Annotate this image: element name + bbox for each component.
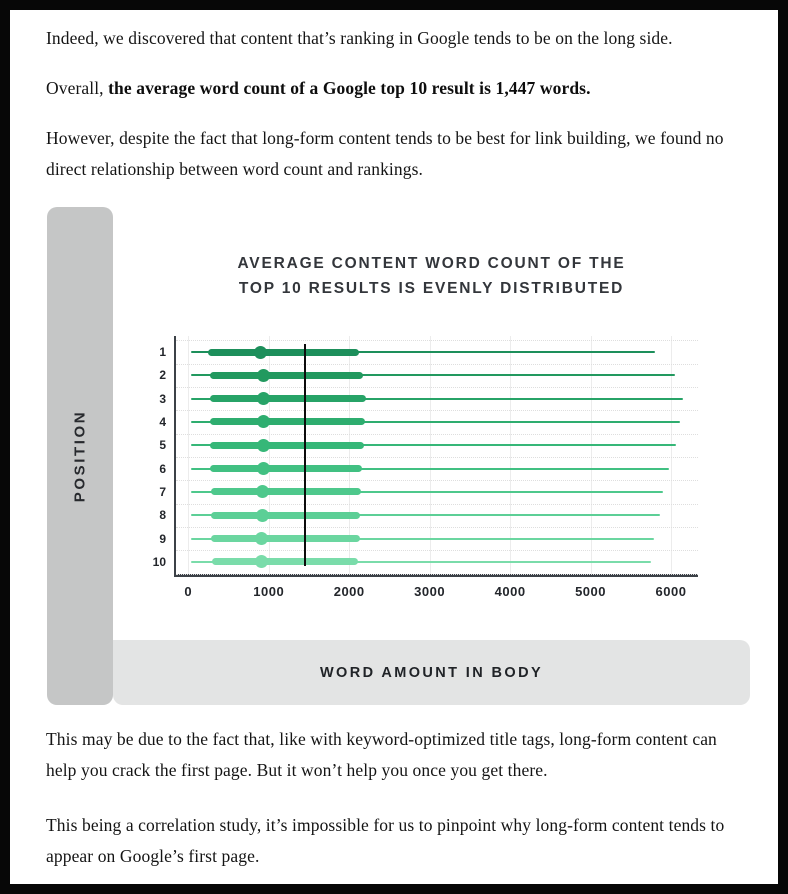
y-tick-label: 3 xyxy=(159,391,166,406)
y-tick-label: 6 xyxy=(159,461,166,476)
y-tick-label: 8 xyxy=(159,508,166,523)
paragraph-intro: Indeed, we discovered that content that’s ranking in Google tends to be on the long side. xyxy=(46,28,673,48)
x-tick-label: 1000 xyxy=(253,584,285,599)
mean-line xyxy=(304,344,307,566)
median-dot xyxy=(256,485,269,498)
plot-area xyxy=(152,336,698,599)
minor-gridline xyxy=(176,387,698,388)
x-tick-label: 5000 xyxy=(575,584,606,599)
median-dot xyxy=(257,369,270,382)
y-axis-title-bar xyxy=(47,207,113,705)
y-tick-label: 5 xyxy=(159,438,166,453)
median-dot xyxy=(257,439,270,452)
median-dot xyxy=(254,346,267,359)
x-tick-label: 3000 xyxy=(414,584,446,599)
interquartile-box xyxy=(211,535,360,542)
interquartile-box xyxy=(211,488,361,495)
interquartile-box xyxy=(210,372,363,379)
chart-title-line-1: AVERAGE CONTENT WORD COUNT OF THE xyxy=(237,255,626,272)
interquartile-box xyxy=(211,512,360,519)
paragraph-no-relationship: However, despite the fact that long-form content tends to be best for link building, we found no direct relationship between word count and rankings. xyxy=(46,128,724,179)
minor-gridline xyxy=(176,364,698,365)
minor-gridline xyxy=(176,550,698,551)
minor-gridline xyxy=(176,480,698,481)
y-tick-label: 4 xyxy=(159,414,166,429)
chart-title xyxy=(113,251,750,301)
paragraph-average-bold: the average word count of a Google top 10 result is 1,447 words. xyxy=(108,78,591,98)
interquartile-box xyxy=(210,418,365,425)
minor-gridline xyxy=(176,457,698,458)
y-tick-label: 9 xyxy=(159,531,166,546)
gridline-x-0 xyxy=(188,336,189,574)
x-axis-title-bar xyxy=(113,640,750,705)
interquartile-box xyxy=(210,395,366,402)
interquartile-box xyxy=(210,465,362,472)
y-tick-label: 7 xyxy=(159,484,166,499)
median-dot xyxy=(255,532,268,545)
median-dot xyxy=(256,509,269,522)
minor-gridline xyxy=(176,504,698,505)
y-tick-label: 1 xyxy=(159,345,166,359)
interquartile-box xyxy=(212,558,359,565)
y-tick-label: 2 xyxy=(159,368,166,383)
minor-gridline xyxy=(176,574,698,575)
x-tick-label: 2000 xyxy=(333,584,365,599)
y-tick-label: 10 xyxy=(152,554,166,569)
paragraph-average-lead: Overall, xyxy=(46,78,109,98)
minor-gridline xyxy=(176,340,698,341)
word-count-boxplot-chart xyxy=(47,207,750,705)
chart-title-line-2: TOP 10 RESULTS IS EVENLY DISTRIBUTED xyxy=(238,280,625,297)
minor-gridline xyxy=(176,434,698,435)
paragraph-average-wordcount xyxy=(46,73,742,104)
minor-gridline xyxy=(176,527,698,528)
median-dot xyxy=(257,462,270,475)
x-axis-title: WORD AMOUNT IN BODY xyxy=(319,664,544,681)
paragraph-crack-first-page: This may be due to the fact that, like with keyword-optimized title tags, long-form content can help you crack the first page. But it won’t help you once you get there. xyxy=(46,729,717,780)
median-dot xyxy=(255,555,268,568)
interquartile-box xyxy=(210,442,364,449)
gridline-x-6000 xyxy=(671,336,672,574)
paragraph-correlation-study: This being a correlation study, it’s impossible for us to pinpoint why long-form content tends to appear on Google’s first page. xyxy=(46,815,725,866)
x-tick-label: 4000 xyxy=(494,584,526,599)
x-tick-label: 6000 xyxy=(655,584,687,599)
minor-gridline xyxy=(176,410,698,411)
interquartile-box xyxy=(208,349,358,356)
y-axis-title: POSITION xyxy=(71,409,89,503)
x-tick-label: 0 xyxy=(184,584,193,599)
